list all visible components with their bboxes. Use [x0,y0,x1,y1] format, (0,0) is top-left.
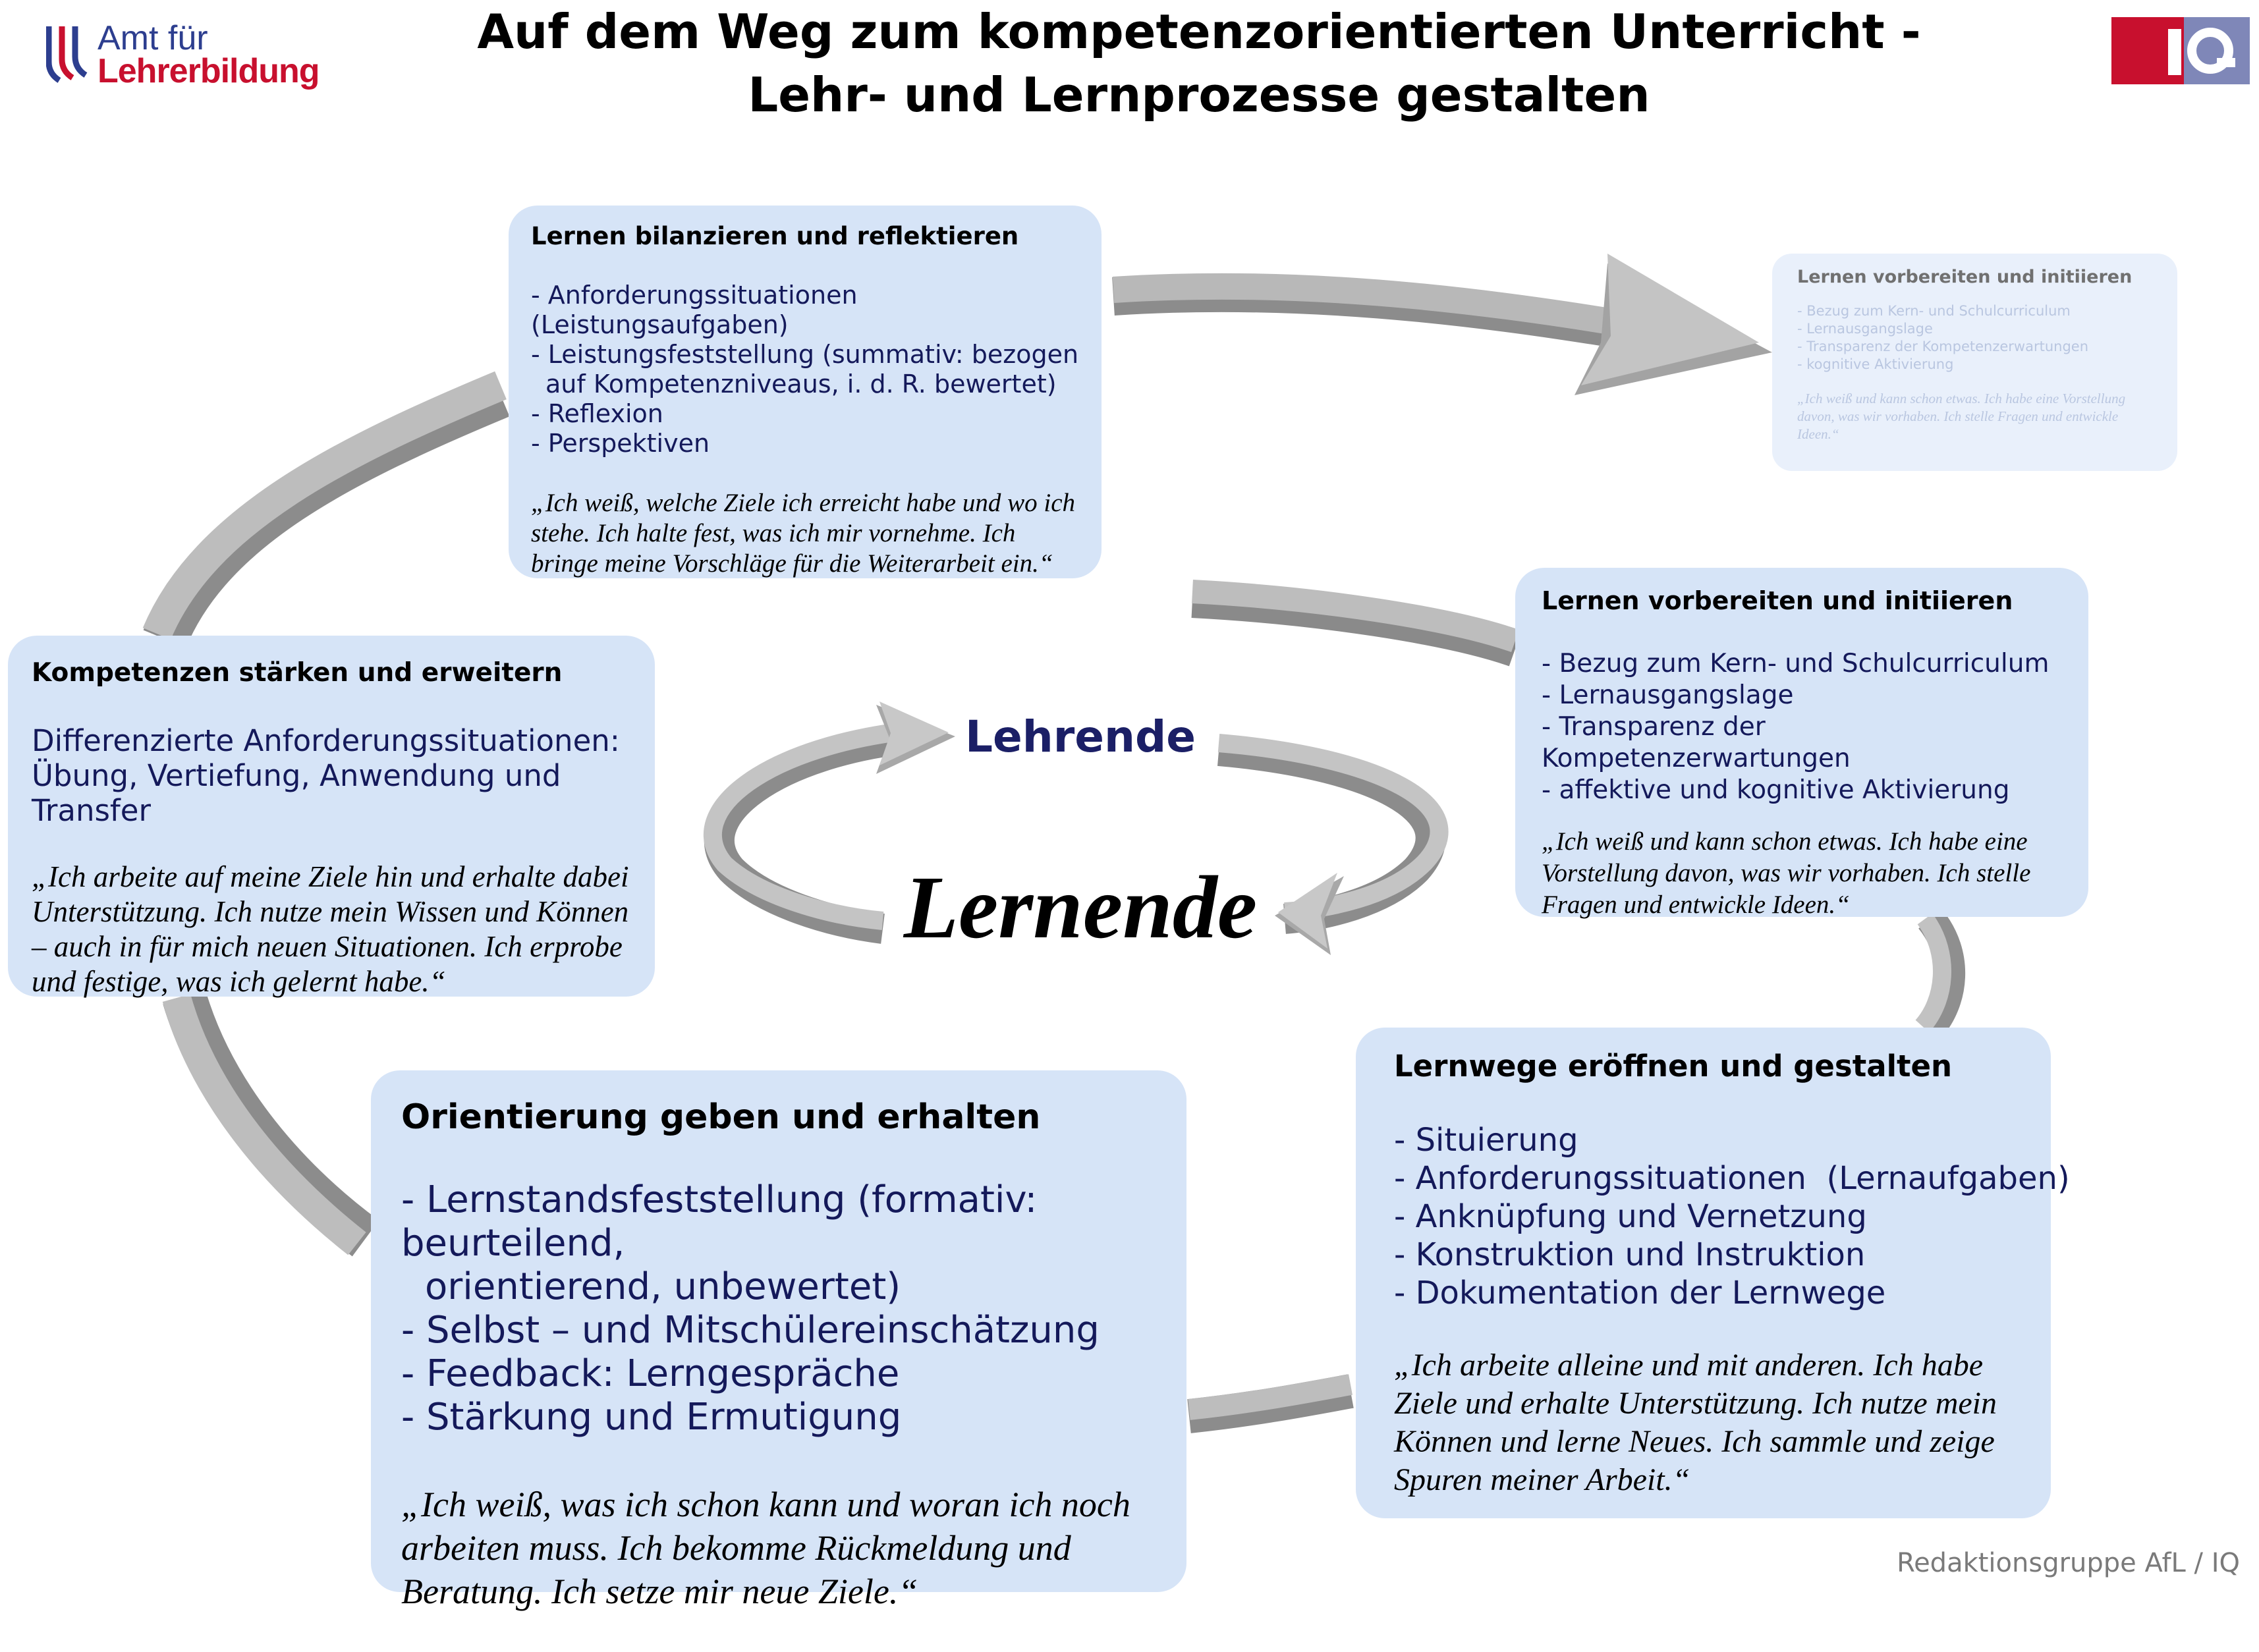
arrow-bottom-connector [1189,1385,1351,1416]
list-item: - affektive und kognitive Aktivierung [1542,775,2010,805]
credit-text: Redaktionsgruppe AfL / IQ [1897,1548,2240,1578]
box-right-heading: Lernen vorbereiten und initiieren [1542,586,2013,615]
list-item: - Konstruktion und Instruktion [1394,1236,1866,1273]
list-item: - Transparenz der Kompetenzerwartungen [1542,712,1851,773]
box-faint-list [1797,302,2152,373]
box-top-heading: Lernen bilanzieren und reflektieren [531,222,1019,250]
iq-logo-icon [2111,14,2250,87]
box-left-list [32,723,631,828]
list-item: - Lernausgangslage [1797,321,1933,337]
list-item: auf Kompetenzniveaus, i. d. R. bewertet) [545,370,1057,399]
box-right-list [1542,648,2062,806]
box-faint-heading: Lernen vorbereiten und initiieren [1797,267,2133,287]
list-item: - Reflexion [531,399,663,428]
box-faint-prepare [1772,254,2177,471]
list-item: - Anforderungssituationen (Leistungsaufgaben) [531,281,858,339]
arrow-arc-upper-left [157,385,501,639]
box-br-heading: Lernwege eröffnen und gestalten [1394,1049,1953,1084]
arrow-right-to-bottom-right [1922,919,1950,1028]
list-item: - Situierung [1394,1122,1578,1159]
list-item: - Feedback: Lerngespräche [401,1352,900,1395]
afl-logo [46,18,323,91]
iq-logo [2111,14,2250,87]
box-top-quote: „Ich weiß, welche Ziele ich erreicht habe und wo ich stehe. Ich halte fest, was ich mir vornehme. Ich bringe meine Vorschläge für die Weiterarbeit ein.“ [531,489,1076,578]
list-item: - kognitive Aktivierung [1797,356,1954,372]
list-item: - Lernausgangslage [1542,680,1794,710]
logo-line1: Amt für [98,19,208,57]
list-item: - Transparenz der Kompetenzerwartungen [1797,339,2089,354]
list-item: - Anforderungssituationen (Lernaufgaben) [1394,1160,2070,1197]
list-item: - Lernstandsfeststellung (formativ: beurteilend, [401,1178,1038,1265]
logo-line2: Lehrerbildung [98,52,320,90]
list-item: - Bezug zum Kern- und Schulcurriculum [1797,303,2071,319]
list-item: - Perspektiven [531,429,710,458]
list-item: - Bezug zum Kern- und Schulcurriculum [1542,649,2050,678]
box-bottom-list [401,1178,1156,1439]
box-bottom-heading: Orientierung geben und erhalten [401,1097,1041,1137]
list-item: Differenzierte Anforderungssituationen: [32,723,620,758]
title-line1: Auf dem Weg zum kompetenzorientierten Unterricht - [477,4,1921,59]
list-item: - Selbst – und Mitschülereinschätzung [401,1309,1100,1352]
center-learner-label: Lernende [903,858,1258,957]
box-bottom-quote: „Ich weiß, was ich schon kann und woran ich noch arbeiten muss. Ich bekomme Rückmeldung und Beratung. Ich setze mir neue Ziele.“ [401,1485,1130,1611]
list-item: - Leistungsfeststellung (summativ: bezogen [531,340,1079,369]
box-orientation [371,1070,1186,1611]
title-line2: Lehr- und Lernprozesse gestalten [748,67,1650,123]
list-item: Übung, Vertiefung, Anwendung und Transfer [32,758,561,828]
list-item: - Dokumentation der Lernwege [1394,1275,1886,1311]
box-top-list [531,281,1079,458]
box-faint-quote: „Ich weiß und kann schon etwas. Ich habe eine Vorstellung davon, was wir vorhaben. Ich stelle Fragen und entwickle Ideen.“ [1797,391,2126,442]
box-br-quote: „Ich arbeite alleine und mit anderen. Ich habe Ziele und erhalte Unterstützung. Ich nutze mein Können und lerne Neues. Ich sammle und zeige Spuren meiner Arbeit.“ [1394,1348,1997,1497]
arrow-top-to-faint [1113,254,1772,395]
list-item: orientierend, unbewertet) [425,1265,901,1308]
box-strengthen-competences [8,636,655,997]
box-prepare-initiate [1515,568,2088,917]
page-title [422,0,1976,126]
box-br-list [1394,1121,2070,1312]
box-learning-review [509,206,1102,578]
box-left-quote: „Ich arbeite auf meine Ziele hin und erhalte dabei Unterstützung. Ich nutze mein Wissen und Können – auch in für mich neuen Situationen. Ich erprobe und festige, was ich gelernt habe.“ [32,860,629,998]
box-left-heading: Kompetenzen stärken und erweitern [32,658,563,688]
box-right-quote: „Ich weiß und kann schon etwas. Ich habe eine Vorstellung davon, was wir vorhaben. Ich stelle Fragen und entwickle Ideen.“ [1542,827,2031,919]
arrow-arc-lower-left [177,998,366,1244]
list-item: - Anknüpfung und Vernetzung [1394,1198,1867,1235]
box-learning-paths [1356,1028,2070,1518]
arrow-top-to-right [1192,592,1515,649]
center-teacher-label: Lehrende [964,711,1196,762]
list-item: - Stärkung und Ermutigung [401,1396,902,1439]
logo-stripes-icon [46,22,92,88]
